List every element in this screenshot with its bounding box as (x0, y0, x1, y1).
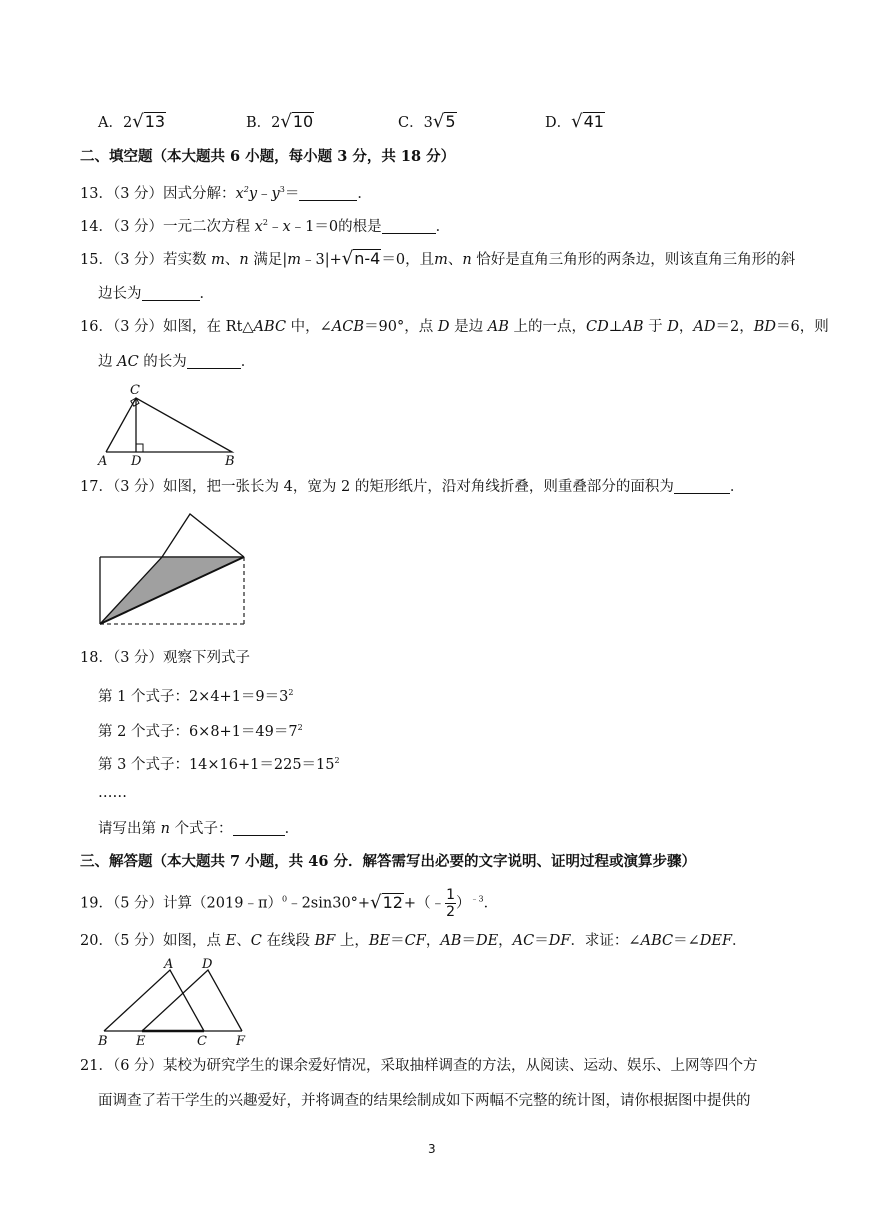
answer-blank[interactable] (299, 186, 357, 201)
label-c: C (130, 383, 140, 398)
question-18-ask: 请写出第 n 个式子： ． (98, 821, 300, 837)
answer-blank[interactable] (233, 821, 285, 836)
question-17: 17．（3 分）如图，把一张长为 4，宽为 2 的矩形纸片，沿对角线折叠，则重叠部分的面积为 ． (80, 479, 745, 495)
label-f: F (236, 1034, 246, 1048)
question-16: 16．（3 分）如图，在 Rt△ABC 中，∠ACB＝90°，点 D 是边 AB 上的一点，CD⊥AB 于 D，AD＝2，BD＝6，则 (80, 319, 829, 335)
formula-row-1: 第 1 个式子：$2\times 4+1=9=3^2$ (98, 688, 294, 705)
question-13: 13．（3 分）因式分解：$x^2y﹣y^3=$ ． (80, 185, 372, 202)
folded-rectangle-figure (96, 510, 248, 628)
label-d: D (131, 454, 142, 468)
formula-row-2: 第 2 个式子：$6\times 8+1=49=7^2$ (98, 723, 303, 740)
ellipsis: …… (98, 785, 127, 801)
label-e: E (136, 1034, 146, 1048)
section-heading-solve: 三、解答题（本大题共 7 小题，共 46 分．解答需写出必要的文字说明、证明过程或演算步骤） (80, 853, 696, 870)
question-15: 15．（3 分）若实数 m、n 满足|m﹣3|+ √ n-4 ＝0，且m、n 恰好是直角三角形的两条边，则该直角三角形的斜 (80, 248, 796, 269)
option-d: D． √ 41 (545, 111, 604, 132)
label-d: D (202, 957, 213, 972)
label-a: A (98, 454, 108, 468)
section-heading-fill: 二、填空题（本大题共 6 小题，每小题 3 分，共 18 分） (80, 148, 456, 165)
option-c: C．3 √ 5 (398, 111, 456, 132)
fraction-half: $\frac{1}{2}$ (446, 887, 455, 920)
answer-blank[interactable] (142, 286, 200, 301)
triangles-figure-20 (94, 956, 254, 1048)
triangle-figure-16 (92, 376, 252, 468)
question-16-line2: 边 AC 的长为 ． (98, 354, 256, 370)
question-18: 18．（3 分）观察下列式子 (80, 650, 251, 666)
question-19: 19．（5 分）计算（2019﹣π）$^0$﹣2sin30°+ √ 12 +（﹣ $\frac{1}{2}$ ）$^{﹣3}$． (80, 887, 499, 920)
question-21: 21．（6 分）某校为研究学生的课余爱好情况，采取抽样调查的方法，从阅读、运动、娱乐、上网等四个方 (80, 1058, 758, 1074)
formula-row-3: 第 3 个式子：$14\times 16+1=225=15^2$ (98, 756, 340, 773)
label-a: A (164, 957, 174, 972)
option-a: A．2 √ 13 (98, 111, 166, 132)
label-c: C (197, 1034, 207, 1048)
question-14: 14．（3 分）一元二次方程 $x^2﹣x﹣1=0$的根是 ． (80, 218, 451, 235)
label-b: B (225, 454, 235, 468)
sqrt-13: √ 13 (132, 111, 166, 132)
answer-blank[interactable] (674, 479, 730, 494)
answer-blank[interactable] (382, 219, 436, 234)
answer-blank[interactable] (187, 354, 241, 369)
option-b: B．2 √ 10 (246, 111, 314, 132)
page-number: 3 (428, 1142, 436, 1156)
question-15-line2: 边长为 ． (98, 286, 214, 302)
label-b: B (98, 1034, 108, 1048)
question-20: 20．（5 分）如图，点 E、C 在线段 BF 上，BE＝CF，AB＝DE，AC＝DF．求证：∠ABC＝∠DEF． (80, 933, 747, 949)
question-21-line2: 面调查了若干学生的兴趣爱好，并将调查的结果绘制成如下两幅不完整的统计图，请你根据图中提供的 (98, 1093, 751, 1109)
